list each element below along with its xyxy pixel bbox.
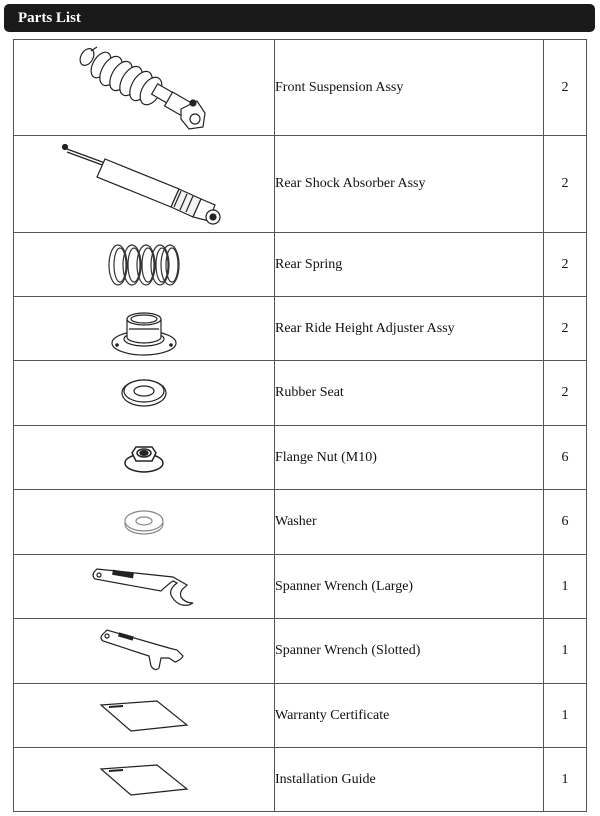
rear-ride-height-adjuster-icon [109, 299, 179, 359]
part-qty: 6 [544, 490, 587, 555]
table-row [14, 361, 587, 426]
flange-nut-icon [122, 441, 166, 475]
table-row [14, 490, 587, 555]
table-row [14, 136, 587, 233]
table-row [14, 426, 587, 490]
part-name: Rear Ride Height Adjuster Assy [275, 297, 544, 361]
part-name: Spanner Wrench (Large) [275, 555, 544, 619]
part-qty: 2 [544, 361, 587, 426]
parts-table [13, 39, 587, 812]
part-name: Flange Nut (M10) [275, 426, 544, 490]
washer-icon [122, 507, 166, 537]
table-row [14, 619, 587, 684]
part-name: Spanner Wrench (Slotted) [275, 619, 544, 684]
rubber-seat-icon [119, 376, 169, 410]
table-row [14, 297, 587, 361]
table-row [14, 40, 587, 136]
part-qty: 1 [544, 555, 587, 619]
part-name: Washer [275, 490, 544, 555]
spanner-wrench-large-icon [89, 565, 199, 609]
part-name: Rear Shock Absorber Assy [275, 136, 544, 233]
part-qty: 6 [544, 426, 587, 490]
table-row [14, 555, 587, 619]
part-qty: 1 [544, 619, 587, 684]
part-name: Rear Spring [275, 233, 544, 297]
part-name: Rubber Seat [275, 361, 544, 426]
part-name: Installation Guide [275, 748, 544, 812]
installation-guide-icon [99, 763, 189, 797]
part-qty: 2 [544, 233, 587, 297]
table-row [14, 684, 587, 748]
part-qty: 1 [544, 748, 587, 812]
part-name: Front Suspension Assy [275, 40, 544, 136]
table-row [14, 233, 587, 297]
parts-list-header [4, 4, 595, 32]
rear-spring-icon [104, 239, 184, 291]
part-qty: 1 [544, 684, 587, 748]
part-qty: 2 [544, 297, 587, 361]
part-qty: 2 [544, 136, 587, 233]
front-suspension-assy-icon [69, 43, 219, 133]
table-row [14, 748, 587, 812]
part-name: Warranty Certificate [275, 684, 544, 748]
parts-list-title: Parts List [18, 10, 81, 26]
warranty-certificate-icon [99, 699, 189, 733]
rear-shock-absorber-assy-icon [59, 139, 229, 229]
spanner-wrench-slotted-icon [99, 628, 189, 674]
part-qty: 2 [544, 40, 587, 136]
